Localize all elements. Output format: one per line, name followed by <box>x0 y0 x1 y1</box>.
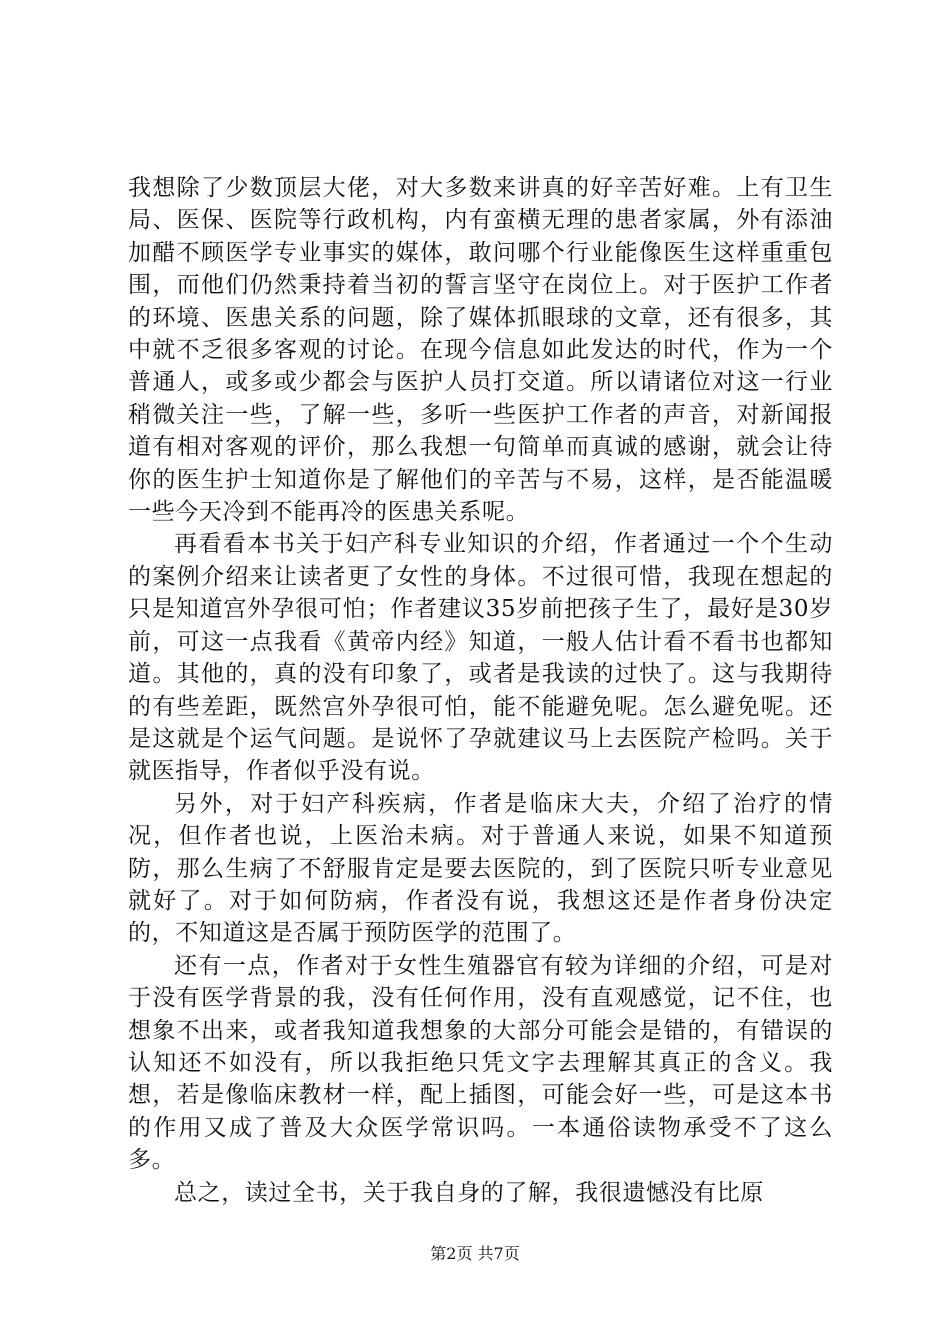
paragraph-1: 我想除了少数顶层大佬，对大多数来讲真的好辛苦好难。上有卫生局、医保、医院等行政机构，内有蛮横无理的患者家属，外有添油加醋不顾医学专业事实的媒体，敢问哪个行业能像医生这样重重包围，而他们仍然秉持着当初的誓言坚守在岗位上。对于医护工作者的环境、医患关系的问题，除了媒体抓眼球的文章，还有很多，其中就不乏很多客观的讨论。在现今信息如此发达的时代，作为一个普通人，或多或少都会与医护人员打交道。所以请诸位对这一行业稍微关注一些，了解一些，多听一些医护工作者的声音，对新闻报道有相对客观的评价，那么我想一句简单而真诚的感谢，就会让待你的医生护士知道你是了解他们的辛苦与不易，这样，是否能温暖一些今天冷到不能再冷的医患关系呢。 <box>128 175 833 526</box>
paragraph-4: 还有一点，作者对于女性生殖器官有较为详细的介绍，可是对于没有医学背景的我，没有任何作用，没有直观感觉，记不住，也想象不出来，或者我知道我想象的大部分可能会是错的，有错误的认知还不如没有，所以我拒绝只凭文字去理解其真正的含义。我想，若是像临床教材一样，配上插图，可能会好一些，可是这本书的作用又成了普及大众医学常识吗。一本通俗读物承受不了这么多。 <box>128 952 833 1174</box>
paragraph-2: 再看看本书关于妇产科专业知识的介绍，作者通过一个个生动的案例介绍来让读者更了女性的身体。不过很可惜，我现在想起的只是知道宫外孕很可怕；作者建议35岁前把孩子生了，最好是30岁前，可这一点我看《黄帝内经》知道，一般人估计看不看书也都知道。其他的，真的没有印象了，或者是我读的过快了。这与我期待的有些差距，既然宫外孕很可怕，能不能避免呢。怎么避免呢。还是这就是个运气问题。是说怀了孕就建议马上去医院产检吗。关于就医指导，作者似乎没有说。 <box>128 531 833 785</box>
paragraph-3: 另外，对于妇产科疾病，作者是临床大夫，介绍了治疗的情况，但作者也说，上医治未病。对于普通人来说，如果不知道预防，那么生病了不舒服肯定是要去医院的，到了医院只听专业意见就好了。对于如何防病，作者没有说，我想这还是作者身份决定的，不知道这是否属于预防医学的范围了。 <box>128 790 833 947</box>
page-number-footer: 第2页 共7页 <box>430 1244 520 1263</box>
document-body <box>128 172 833 1209</box>
paragraph-5: 总之，读过全书，关于我自身的了解，我很遗憾没有比原 <box>174 1179 764 1206</box>
